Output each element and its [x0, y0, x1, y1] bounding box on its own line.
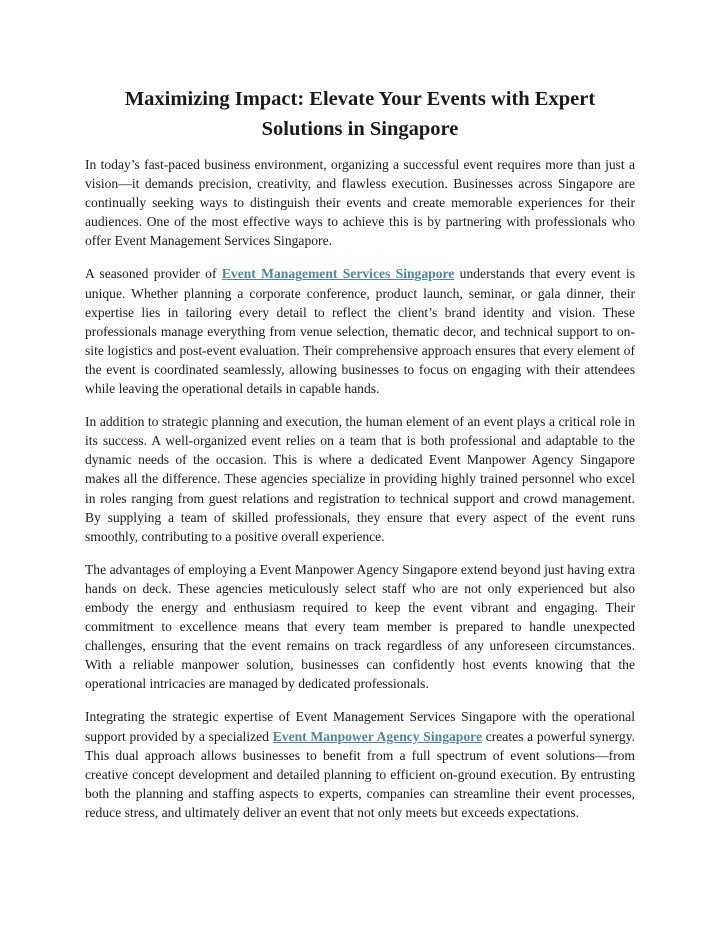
paragraph-text: understands that every event is unique. Whether planning a corporate conference, product launch, seminar, or gala dinner, their expertise lies in tailoring every detail to reflect the client’s brand identity and vision. These professionals manage everything from venue selection, thematic decor, and technical support to on-site logistics and post-event evaluation. Their comprehensive approach ensures that every element of the event is coordinated seamlessly, allowing businesses to focus on engaging with their attendees while leaving the operational details in capable hands. [85, 266, 635, 397]
paragraph-intro: In today’s fast-paced business environment, organizing a successful event requires more than just a vision—it demands precision, creativity, and flawless execution. Businesses across Singapore are continually seeking ways to distinguish their events and create memorable experiences for their audiences. One of the most effective ways to achieve this is by partnering with professionals who offer Event Management Services Singapore. [85, 157, 635, 249]
paragraph-text: creates a powerful synergy. This dual approach allows businesses to benefit from a full spectrum of event solutions—from creative concept development and detailed planning to efficient on-ground execution. By entrusting both the planning and staffing aspects to experts, companies can streamline their event processes, reduce stress, and ultimately deliver an event that not only meets but exceeds expectations. [85, 728, 635, 820]
event-management-services-link[interactable]: Event Management Services Singapore [221, 266, 455, 282]
event-manpower-agency-link[interactable]: Event Manpower Agency Singapore [272, 728, 482, 744]
paragraph-text: A seasoned provider of [85, 266, 222, 282]
paragraph-advantages: The advantages of employing a Event Manpower Agency Singapore extend beyond just having extra hands on deck. These agencies meticulously select staff who are not only experienced but also embody the energy and enthusiasm required to keep the event vibrant and engaging. Their commitment to excellence means that every team member is prepared to handle unexpected challenges, ensuring that the event remains on track regardless of any unforeseen circumstances. With a reliable manpower solution, businesses can confidently host events knowing that the operational intricacies are managed by dedicated professionals. [85, 561, 635, 692]
paragraph-human-element: In addition to strategic planning and execution, the human element of an event plays a critical role in its success. A well-organized event relies on a team that is both professional and adaptable to the dynamic needs of the occasion. This is where a dedicated Event Manpower Agency Singapore makes all the difference. These agencies specialize in providing highly trained personnel who excel in roles ranging from guest relations and registration to technical support and crowd management. By supplying a team of skilled professionals, they ensure that every aspect of the event runs smoothly, contributing to a positive overall experience. [85, 414, 635, 544]
article-body [85, 155, 635, 836]
paragraph-integration [85, 707, 635, 822]
page-title: Maximizing Impact: Elevate Your Events with Expert Solutions in Singapore [124, 88, 596, 140]
paragraph-text: Integrating the strategic expertise of Event Management Services Singapore with the operational support provided by a specialized [85, 709, 635, 744]
paragraph-event-management [85, 264, 635, 398]
